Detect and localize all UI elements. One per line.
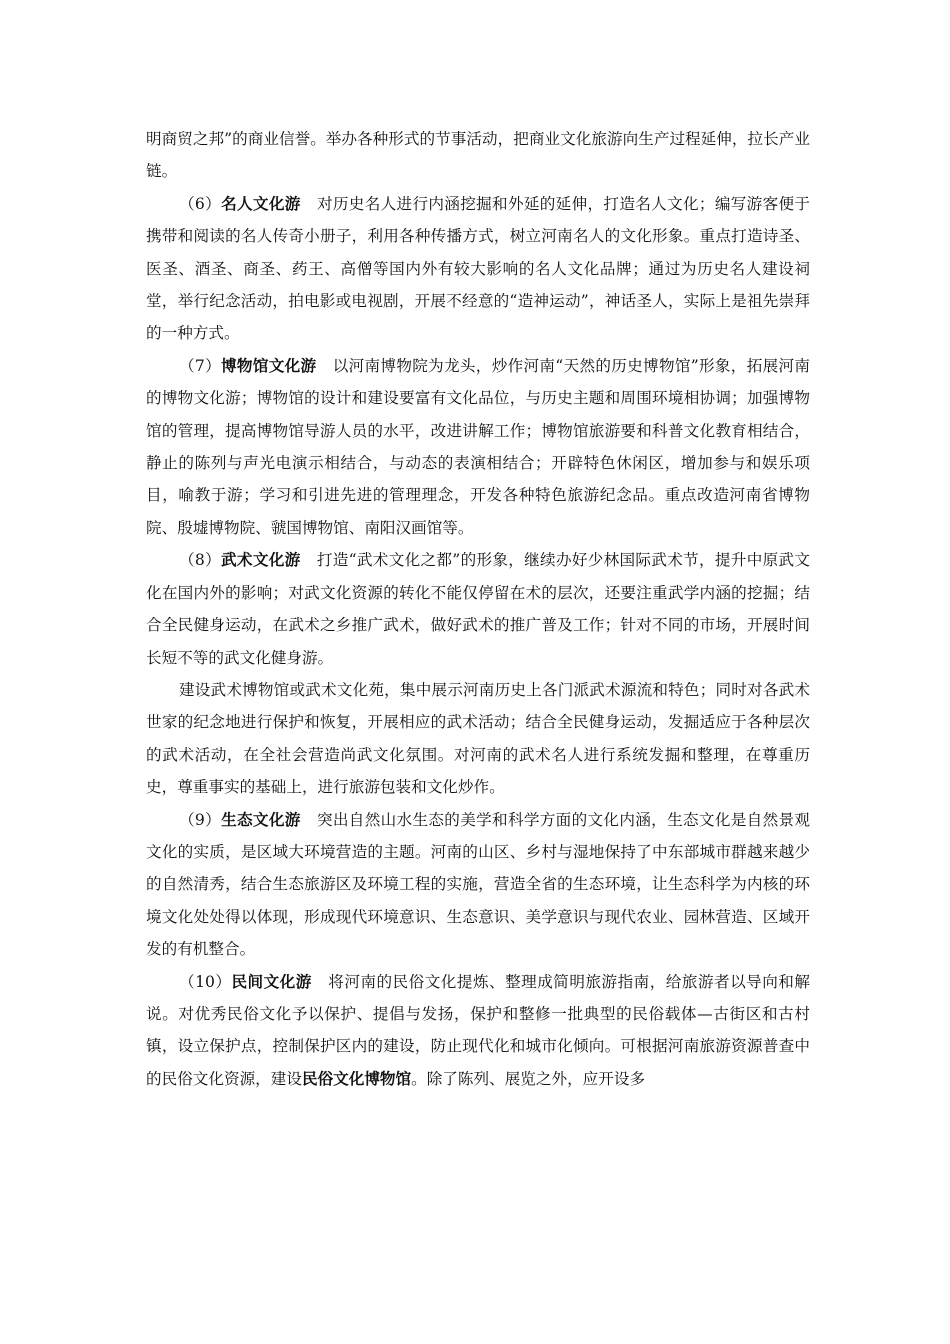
paragraph-martial-arts-culture-tour — [146, 544, 810, 674]
paragraph-text: 明商贸之邦”的商业信誉。举办各种形式的节事活动，把商业文化旅游向生产过程延伸，拉长产业链。 — [146, 130, 810, 181]
section-heading: 生态文化游 — [221, 810, 301, 829]
paragraph-museum-culture-tour — [146, 350, 810, 544]
paragraph-continuation — [146, 123, 810, 188]
paragraph-text: 以河南博物院为龙头，炒作河南“天然的历史博物馆”形象，拓展河南的博物文化游；博物馆的设计和建设要富有文化品位，与历史主题和周围环境相协调；加强博物馆的管理，提高博物馆导游人员的水平，改进讲解工作；博物馆旅游要和科普文化教育相结合，静止的陈列与声光电演示相结合，与动态的表演相结合；开辟特色休闲区，增加参与和娱乐项目，喻教于游；学习和引进先进的管理理念，开发各种特色旅游纪念品。重点改造河南省博物院、殷墟博物院、虢国博物馆、南阳汉画馆等。 — [146, 356, 810, 537]
paragraph-folk-culture-tour — [146, 966, 810, 1096]
section-heading: 名人文化游 — [221, 194, 301, 213]
paragraph-text: 对历史名人进行内涵挖掘和外延的延伸，打造名人文化；编写游客便于携带和阅读的名人传奇小册子，利用各种传播方式，树立河南名人的文化形象。重点打造诗圣、医圣、酒圣、商圣、药王、高僧等国内外有较大影响的名人文化品牌；通过为历史名人建设祠堂，举行纪念活动，拍电影或电视剧，开展不经意的“造神运动”，神话圣人，实际上是祖先崇拜的一种方式。 — [146, 194, 810, 343]
paragraph-martial-arts-museum — [146, 674, 810, 804]
paragraph-celebrity-culture-tour — [146, 188, 810, 350]
paragraph-text: 建设武术博物馆或武术文化苑，集中展示河南历史上各门派武术源流和特色；同时对各武术世家的纪念地进行保护和恢复，开展相应的武术活动；结合全民健身运动，发掘适应于各种层次的武术活动，在全社会营造尚武文化氛围。对河南的武术名人进行系统发掘和整理，在尊重历史，尊重事实的基础上，进行旅游包装和文化炒作。 — [146, 680, 810, 797]
paragraph-text: 将河南的民俗文化提炼、整理成简明旅游指南，给旅游者以导向和解说。对优秀民俗文化予以保护、提倡与发扬，保护和整修一批典型的民俗载体—古街区和古村镇，设立保护点，控制保护区内的建设，防止现代化和城市化倾向。可根据河南旅游资源普查中的民俗文化资源，建设 — [146, 972, 810, 1088]
section-number: （7） — [179, 356, 222, 375]
section-heading: 武术文化游 — [221, 551, 301, 570]
paragraph-text: 。除了陈列、展览之外，应开设多 — [411, 1069, 646, 1088]
paragraph-ecology-culture-tour — [146, 804, 810, 966]
section-number: （9） — [179, 810, 222, 829]
section-heading: 博物馆文化游 — [221, 356, 317, 375]
section-number: （8） — [179, 551, 222, 570]
section-number: （10） — [179, 972, 232, 991]
section-heading: 民间文化游 — [231, 972, 312, 991]
paragraph-text: 打造“武术文化之都”的形象，继续办好少林国际武术节，提升中原武文化在国内外的影响；对武文化资源的转化不能仅停留在术的层次，还要注重武学内涵的挖掘；结合全民健身运动，在武术之乡推广武术，做好武术的推广普及工作；针对不同的市场，开展时间长短不等的武文化健身游。 — [146, 551, 811, 667]
section-number: （6） — [179, 194, 222, 213]
document-body — [146, 123, 810, 1095]
inline-bold-term: 民俗文化博物馆 — [301, 1069, 412, 1088]
paragraph-text: 突出自然山水生态的美学和科学方面的文化内涵，生态文化是自然景观文化的实质，是区域大环境营造的主题。河南的山区、乡村与湿地保持了中东部城市群越来越少的自然清秀，结合生态旅游区及环境工程的实施，营造全省的生态环境，让生态科学为内核的环境文化处处得以体现，形成现代环境意识、生态意识、美学意识与现代农业、园林营造、区域开发的有机整合。 — [146, 810, 810, 959]
